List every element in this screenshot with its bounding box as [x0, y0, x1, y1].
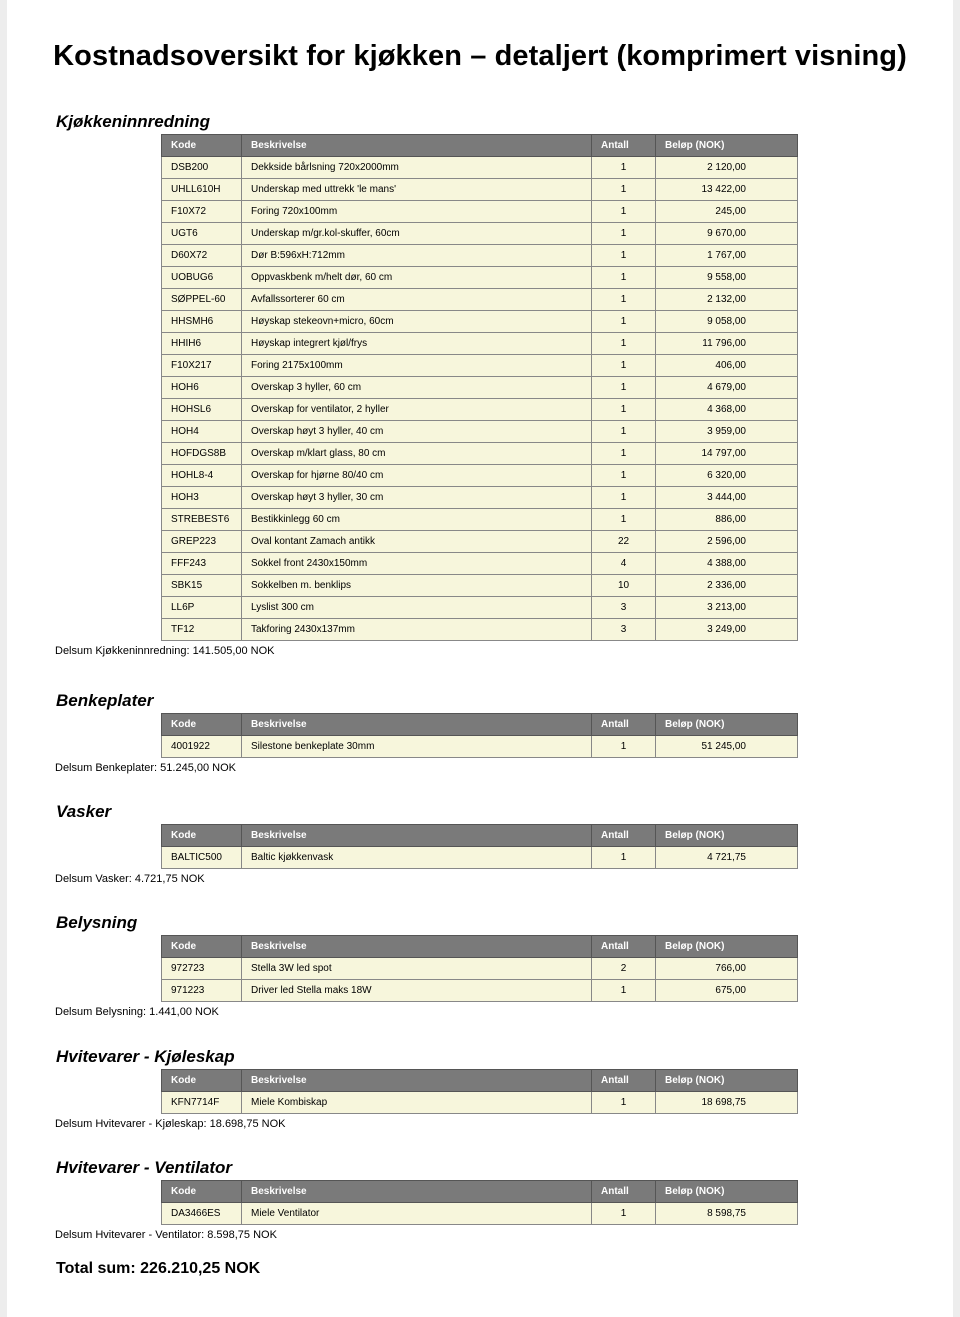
cell-amount: 3 444,00 [656, 487, 798, 509]
cell-code: SBK15 [162, 575, 242, 597]
cell-amount: 766,00 [656, 958, 798, 980]
cell-description: Overskap m/klart glass, 80 cm [242, 443, 592, 465]
section-subtotal: Delsum Hvitevarer - Ventilator: 8.598,75 NOK [55, 1229, 277, 1241]
cell-code: 4001922 [162, 736, 242, 758]
cost-table [161, 1069, 798, 1114]
cell-amount: 245,00 [656, 201, 798, 223]
column-header-code: Kode [162, 714, 242, 736]
cell-quantity: 1 [592, 289, 656, 311]
cell-description: Driver led Stella maks 18W [242, 980, 592, 1002]
cell-quantity: 1 [592, 421, 656, 443]
cell-code: UOBUG6 [162, 267, 242, 289]
cell-description: Overskap for ventilator, 2 hyller [242, 399, 592, 421]
column-header-amount: Beløp (NOK) [656, 1181, 798, 1203]
cell-code: UHLL610H [162, 179, 242, 201]
cell-code: HOHSL6 [162, 399, 242, 421]
table-row [162, 333, 798, 355]
page-title: Kostnadsoversikt for kjøkken – detaljert (komprimert visning) [53, 40, 907, 72]
cell-quantity: 1 [592, 377, 656, 399]
column-header-quantity: Antall [592, 825, 656, 847]
table-header-row [162, 135, 798, 157]
cell-code: GREP223 [162, 531, 242, 553]
cost-table [161, 1180, 798, 1225]
table-row [162, 487, 798, 509]
grand-total: Total sum: 226.210,25 NOK [56, 1260, 261, 1277]
cell-description: Takforing 2430x137mm [242, 619, 592, 641]
cell-quantity: 1 [592, 736, 656, 758]
cell-amount: 14 797,00 [656, 443, 798, 465]
cell-description: Stella 3W led spot [242, 958, 592, 980]
cell-amount: 9 058,00 [656, 311, 798, 333]
table-row [162, 399, 798, 421]
cell-description: Underskap med uttrekk 'le mans' [242, 179, 592, 201]
cell-code: HOFDGS8B [162, 443, 242, 465]
table-row [162, 509, 798, 531]
cell-quantity: 2 [592, 958, 656, 980]
cell-code: DA3466ES [162, 1203, 242, 1225]
section-subtotal: Delsum Belysning: 1.441,00 NOK [55, 1006, 219, 1018]
column-header-description: Beskrivelse [242, 825, 592, 847]
cell-amount: 9 558,00 [656, 267, 798, 289]
cost-table [161, 713, 798, 758]
cell-quantity: 1 [592, 157, 656, 179]
section-subtotal: Delsum Kjøkkeninnredning: 141.505,00 NOK [55, 645, 275, 657]
cell-description: Underskap m/gr.kol-skuffer, 60cm [242, 223, 592, 245]
cell-code: HHSMH6 [162, 311, 242, 333]
cell-amount: 18 698,75 [656, 1092, 798, 1114]
cell-amount: 8 598,75 [656, 1203, 798, 1225]
cell-description: Lyslist 300 cm [242, 597, 592, 619]
cell-description: Overskap for hjørne 80/40 cm [242, 465, 592, 487]
cell-quantity: 1 [592, 201, 656, 223]
cell-code: UGT6 [162, 223, 242, 245]
cell-quantity: 1 [592, 223, 656, 245]
cell-amount: 4 679,00 [656, 377, 798, 399]
table-row [162, 245, 798, 267]
table-row [162, 531, 798, 553]
table-row [162, 619, 798, 641]
cell-quantity: 1 [592, 487, 656, 509]
table-header-row [162, 936, 798, 958]
table-row [162, 157, 798, 179]
cell-description: Sokkel front 2430x150mm [242, 553, 592, 575]
column-header-quantity: Antall [592, 936, 656, 958]
cell-description: Silestone benkeplate 30mm [242, 736, 592, 758]
cell-code: HOH6 [162, 377, 242, 399]
table-header-row [162, 714, 798, 736]
cell-quantity: 1 [592, 509, 656, 531]
table-row [162, 267, 798, 289]
cell-quantity: 1 [592, 443, 656, 465]
cell-amount: 3 213,00 [656, 597, 798, 619]
cell-quantity: 1 [592, 980, 656, 1002]
cell-code: KFN7714F [162, 1092, 242, 1114]
column-header-description: Beskrivelse [242, 1181, 592, 1203]
cell-code: SØPPEL-60 [162, 289, 242, 311]
cell-quantity: 1 [592, 311, 656, 333]
section-subtotal: Delsum Benkeplater: 51.245,00 NOK [55, 762, 236, 774]
cell-amount: 13 422,00 [656, 179, 798, 201]
table-row [162, 980, 798, 1002]
cell-description: Oppvaskbenk m/helt dør, 60 cm [242, 267, 592, 289]
cell-quantity: 3 [592, 597, 656, 619]
cell-code: HOH4 [162, 421, 242, 443]
column-header-amount: Beløp (NOK) [656, 1070, 798, 1092]
table-row [162, 443, 798, 465]
section-subtotal: Delsum Hvitevarer - Kjøleskap: 18.698,75 NOK [55, 1118, 286, 1130]
cell-quantity: 3 [592, 619, 656, 641]
cell-amount: 675,00 [656, 980, 798, 1002]
cell-amount: 11 796,00 [656, 333, 798, 355]
column-header-description: Beskrivelse [242, 936, 592, 958]
column-header-quantity: Antall [592, 714, 656, 736]
cell-code: STREBEST6 [162, 509, 242, 531]
cell-code: 972723 [162, 958, 242, 980]
table-row [162, 1203, 798, 1225]
column-header-amount: Beløp (NOK) [656, 714, 798, 736]
cell-quantity: 1 [592, 245, 656, 267]
column-header-code: Kode [162, 135, 242, 157]
cell-code: HHIH6 [162, 333, 242, 355]
cell-description: Miele Kombiskap [242, 1092, 592, 1114]
cell-quantity: 1 [592, 267, 656, 289]
cell-description: Overskap 3 hyller, 60 cm [242, 377, 592, 399]
cell-quantity: 1 [592, 333, 656, 355]
cell-description: Høyskap integrert kjøl/frys [242, 333, 592, 355]
table-row [162, 847, 798, 869]
table-row [162, 575, 798, 597]
cell-description: Sokkelben m. benklips [242, 575, 592, 597]
cell-amount: 2 132,00 [656, 289, 798, 311]
cell-code: F10X72 [162, 201, 242, 223]
cell-description: Bestikkinlegg 60 cm [242, 509, 592, 531]
cell-amount: 2 596,00 [656, 531, 798, 553]
column-header-amount: Beløp (NOK) [656, 135, 798, 157]
cell-description: Foring 720x100mm [242, 201, 592, 223]
cell-amount: 3 959,00 [656, 421, 798, 443]
cell-quantity: 4 [592, 553, 656, 575]
cell-quantity: 1 [592, 399, 656, 421]
cell-quantity: 1 [592, 1203, 656, 1225]
cell-amount: 2 120,00 [656, 157, 798, 179]
cell-amount: 4 368,00 [656, 399, 798, 421]
section-heading: Belysning [56, 913, 138, 932]
cell-amount: 51 245,00 [656, 736, 798, 758]
cell-description: Oval kontant Zamach antikk [242, 531, 592, 553]
section-heading: Hvitevarer - Ventilator [56, 1158, 233, 1177]
table-row [162, 553, 798, 575]
table-header-row [162, 1070, 798, 1092]
cell-quantity: 1 [592, 179, 656, 201]
column-header-quantity: Antall [592, 1070, 656, 1092]
cell-description: Høyskap stekeovn+micro, 60cm [242, 311, 592, 333]
table-row [162, 421, 798, 443]
cell-amount: 3 249,00 [656, 619, 798, 641]
table-row [162, 377, 798, 399]
cell-quantity: 1 [592, 465, 656, 487]
table-row [162, 465, 798, 487]
table-row [162, 223, 798, 245]
cell-code: D60X72 [162, 245, 242, 267]
cell-quantity: 10 [592, 575, 656, 597]
cell-code: F10X217 [162, 355, 242, 377]
column-header-code: Kode [162, 936, 242, 958]
cell-amount: 4 388,00 [656, 553, 798, 575]
column-header-amount: Beløp (NOK) [656, 936, 798, 958]
table-row [162, 179, 798, 201]
section-heading: Vasker [56, 802, 112, 821]
column-header-code: Kode [162, 1070, 242, 1092]
table-row [162, 311, 798, 333]
cell-description: Avfallssorterer 60 cm [242, 289, 592, 311]
cell-description: Dør B:596xH:712mm [242, 245, 592, 267]
cell-code: HOHL8-4 [162, 465, 242, 487]
cost-table [161, 824, 798, 869]
cell-description: Miele Ventilator [242, 1203, 592, 1225]
table-header-row [162, 1181, 798, 1203]
cell-code: HOH3 [162, 487, 242, 509]
table-row [162, 1092, 798, 1114]
cell-description: Overskap høyt 3 hyller, 30 cm [242, 487, 592, 509]
column-header-description: Beskrivelse [242, 1070, 592, 1092]
cell-code: BALTIC500 [162, 847, 242, 869]
cell-amount: 6 320,00 [656, 465, 798, 487]
document-page [7, 0, 953, 1317]
cell-code: LL6P [162, 597, 242, 619]
cell-quantity: 1 [592, 1092, 656, 1114]
table-row [162, 355, 798, 377]
column-header-quantity: Antall [592, 135, 656, 157]
section-subtotal: Delsum Vasker: 4.721,75 NOK [55, 873, 205, 885]
cell-quantity: 22 [592, 531, 656, 553]
column-header-amount: Beløp (NOK) [656, 825, 798, 847]
cell-code: 971223 [162, 980, 242, 1002]
column-header-quantity: Antall [592, 1181, 656, 1203]
column-header-description: Beskrivelse [242, 714, 592, 736]
cell-code: TF12 [162, 619, 242, 641]
cell-amount: 2 336,00 [656, 575, 798, 597]
column-header-description: Beskrivelse [242, 135, 592, 157]
section-heading: Benkeplater [56, 691, 154, 710]
section-heading: Hvitevarer - Kjøleskap [56, 1047, 235, 1066]
cell-amount: 4 721,75 [656, 847, 798, 869]
cell-description: Foring 2175x100mm [242, 355, 592, 377]
cell-description: Overskap høyt 3 hyller, 40 cm [242, 421, 592, 443]
cost-table [161, 935, 798, 1002]
section-heading: Kjøkkeninnredning [56, 112, 210, 131]
column-header-code: Kode [162, 825, 242, 847]
cell-description: Dekkside bårlsning 720x2000mm [242, 157, 592, 179]
table-row [162, 289, 798, 311]
cell-quantity: 1 [592, 847, 656, 869]
table-header-row [162, 825, 798, 847]
cell-code: DSB200 [162, 157, 242, 179]
table-row [162, 736, 798, 758]
cell-code: FFF243 [162, 553, 242, 575]
cell-description: Baltic kjøkkenvask [242, 847, 592, 869]
cell-amount: 886,00 [656, 509, 798, 531]
column-header-code: Kode [162, 1181, 242, 1203]
table-row [162, 597, 798, 619]
cell-amount: 9 670,00 [656, 223, 798, 245]
table-row [162, 201, 798, 223]
table-row [162, 958, 798, 980]
cell-amount: 406,00 [656, 355, 798, 377]
cost-table [161, 134, 798, 641]
cell-quantity: 1 [592, 355, 656, 377]
cell-amount: 1 767,00 [656, 245, 798, 267]
